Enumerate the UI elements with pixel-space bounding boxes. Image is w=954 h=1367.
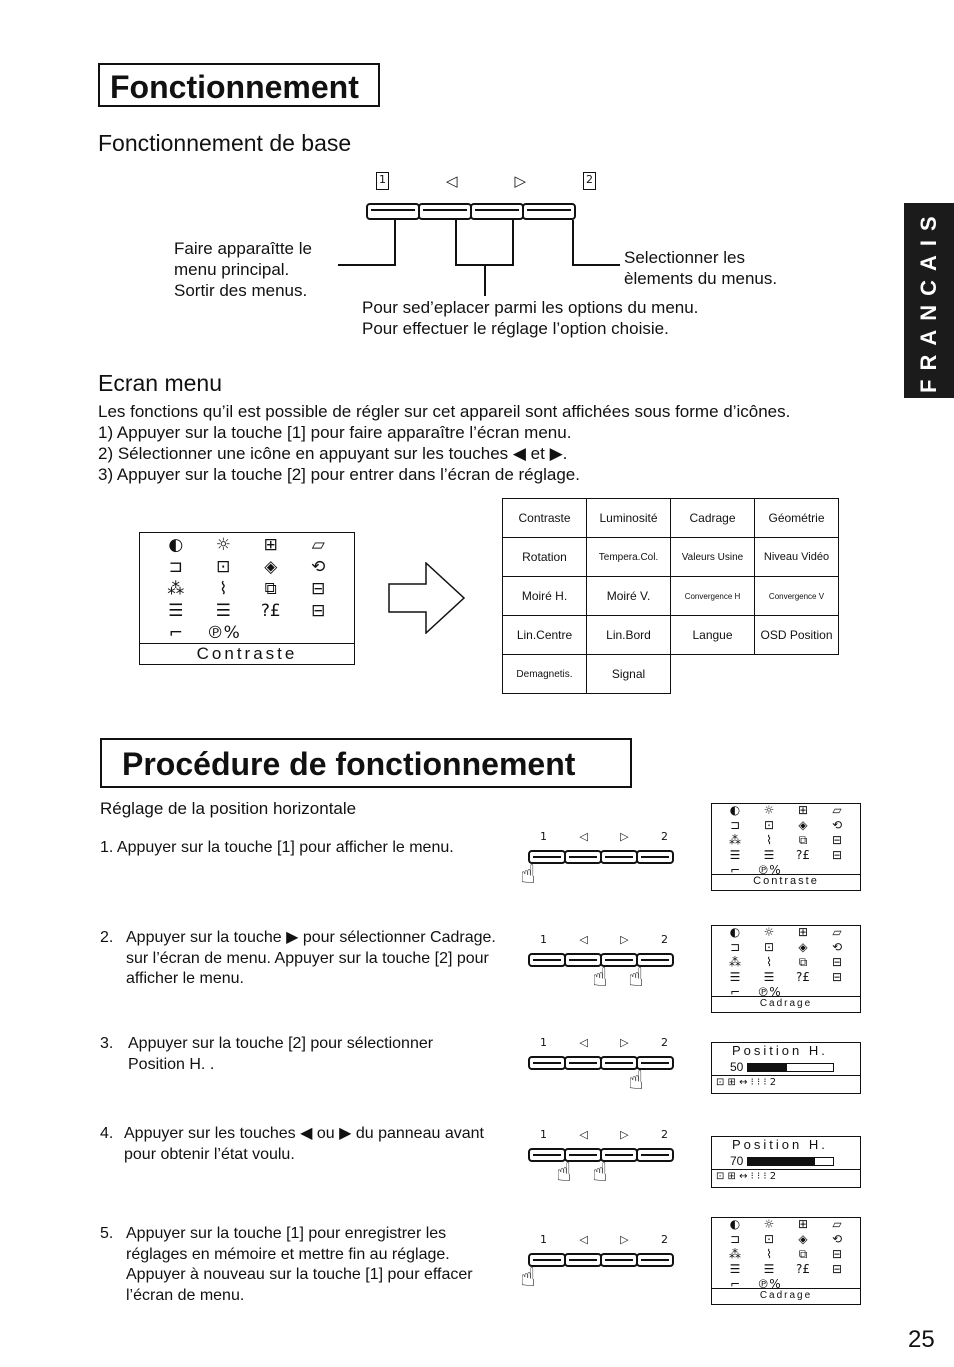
language-icon: ?£ <box>260 601 281 621</box>
page-number: 25 <box>908 1326 935 1353</box>
step-key[interactable] <box>564 1056 602 1070</box>
basic-right-text: Selectionner les èlements du menus. <box>624 248 778 288</box>
step-key[interactable] <box>528 1056 566 1070</box>
signal-icon: ℗% <box>206 623 240 643</box>
menu-cell: Moiré H. <box>503 577 587 616</box>
step-key-label: 2 <box>660 1036 668 1049</box>
menu-cell: OSD Position <box>755 616 839 655</box>
finger-icon: ☝ <box>592 1158 608 1188</box>
osd-icon-menu <box>139 532 355 665</box>
step-key[interactable] <box>564 1253 602 1267</box>
step-key-label: ◁ <box>579 933 588 946</box>
position-value: 50 <box>730 1060 744 1074</box>
step-key-label: 2 <box>660 933 668 946</box>
key-label-2: 2 <box>583 172 596 190</box>
menu-cell: Tempera.Col. <box>587 538 671 577</box>
key-label-left: ◁ <box>445 172 458 190</box>
menu-cell: Luminosité <box>587 499 671 538</box>
key-panel <box>366 203 574 220</box>
finger-icon: ☝ <box>628 1066 644 1096</box>
menu-cell: Contraste <box>503 499 587 538</box>
step-key-labels <box>540 830 668 843</box>
step-key-label: 1 <box>540 830 547 843</box>
menu-cell: Rotation <box>503 538 587 577</box>
menu-cell: Géométrie <box>755 499 839 538</box>
step-number: 1. <box>100 839 114 856</box>
step-key-labels <box>540 933 668 946</box>
position-footer-icons: ⊡ ⊞ ↔ ⁝ ⁝ ⁝ 2 <box>712 1075 860 1090</box>
step-key[interactable] <box>564 850 602 864</box>
finger-icon: ☝ <box>592 963 608 993</box>
video-level-icon: ⟲ <box>311 557 326 577</box>
position-value: 70 <box>730 1154 744 1168</box>
finger-icon: ☝ <box>556 1158 572 1188</box>
step-key-labels <box>540 1036 668 1049</box>
step-key-label: ▷ <box>620 830 629 843</box>
key-left[interactable] <box>418 203 472 220</box>
step-key-label: ▷ <box>620 1233 629 1246</box>
step-key[interactable] <box>528 953 566 967</box>
finger-icon: ☝ <box>628 963 644 993</box>
subsection-title-basic: Fonctionnement de base <box>98 130 352 156</box>
osd-step5: ◐ ☼ ⊞ ▱ ⊐ ⊡ ◈ ⟲ ⁂ ⌇ ⧉ ⊟ ☰ ☰ ?£ ⊟ ⌐ ℗% Cadrage <box>711 1217 861 1305</box>
step-key[interactable] <box>636 1148 674 1162</box>
step-3: 3. Appuyer sur la touche [2] pour sélectionner Position H. . <box>100 1034 520 1075</box>
step-2: 2. Appuyer sur la touche ▶ pour sélectionner Cadrage. sur l’écran de menu. Appuyer sur la touche [2] pour afficher le menu. <box>100 928 530 990</box>
menu-cell: Lin.Centre <box>503 616 587 655</box>
step-key-panel <box>528 850 672 864</box>
step-key-label: 2 <box>660 1233 668 1246</box>
factory-icon: ◈ <box>264 557 278 577</box>
step-key-label: ▷ <box>620 1036 629 1049</box>
key-label-1: 1 <box>376 172 389 190</box>
step-key-label: 1 <box>540 933 547 946</box>
geometry-icon: ▱ <box>311 535 325 555</box>
subsection-title-ecran: Ecran menu <box>98 370 223 396</box>
osd-step3-position: Position H. 50 ⊡ ⊞ ↔ ⁝ ⁝ ⁝ 2 <box>711 1042 861 1094</box>
brightness-icon: ☼ <box>215 535 231 555</box>
basic-bottom-text: Pour sed’eplacer parmi les options du menu. Pour effectuer le réglage l’option choisie. <box>362 298 699 338</box>
step-key-label: ◁ <box>579 1036 588 1049</box>
step-key-panel <box>528 1253 672 1267</box>
step-key-label: ◁ <box>579 830 588 843</box>
step-key[interactable] <box>636 1253 674 1267</box>
menu-cell: Langue <box>671 616 755 655</box>
menu-cell: Signal <box>587 655 671 694</box>
menu-cell: Niveau Vidéo <box>755 538 839 577</box>
framing-icon: ⊞ <box>263 535 278 555</box>
degauss-icon: ⌐ <box>168 623 183 643</box>
arrow-right-icon <box>388 562 466 634</box>
step-key-label: ▷ <box>620 1128 629 1141</box>
osd-step1: ◐ ☼ ⊞ ▱ ⊐ ⊡ ◈ ⟲ ⁂ ⌇ ⧉ ⊟ ☰ ☰ ?£ ⊟ ⌐ ℗% Contraste <box>711 803 861 891</box>
step-number: 2. <box>100 929 114 946</box>
osd-step4-position: Position H. 70 ⊡ ⊞ ↔ ⁝ ⁝ ⁝ 2 <box>711 1136 861 1188</box>
key-label-right: ▷ <box>514 172 527 190</box>
section-title: Fonctionnement <box>98 63 380 107</box>
step-key-labels <box>540 1128 668 1141</box>
menu-cell: Demagnetis. <box>503 655 587 694</box>
step-key-label: 1 <box>540 1128 547 1141</box>
convergence-h-icon: ⧉ <box>264 579 277 599</box>
menu-cell: Moiré V. <box>587 577 671 616</box>
position-bar <box>748 1158 814 1165</box>
osd-selected-label: Contraste <box>140 643 354 663</box>
lin-centre-icon: ☰ <box>168 601 184 621</box>
step-key-labels <box>540 1233 668 1246</box>
moire-v-icon: ⌇ <box>219 579 228 599</box>
osd-step2: ◐ ☼ ⊞ ▱ ⊐ ⊡ ◈ ⟲ ⁂ ⌇ ⧉ ⊟ ☰ ☰ ?£ ⊟ ⌐ ℗% Cadrage <box>711 925 861 1013</box>
finger-icon: ☝ <box>520 1263 536 1293</box>
finger-icon: ☝ <box>520 860 536 890</box>
step-number: 5. <box>100 1225 114 1242</box>
key-1[interactable] <box>366 203 420 220</box>
lin-bord-icon: ☰ <box>215 601 231 621</box>
step-key[interactable] <box>600 850 638 864</box>
position-bar <box>748 1064 786 1071</box>
key-right[interactable] <box>470 203 524 220</box>
step-key-label: 1 <box>540 1036 547 1049</box>
rotation-icon: ⊐ <box>168 557 183 577</box>
step-5: 5. Appuyer sur la touche [1] pour enregistrer les réglages en mémoire et mettre fin au réglage. Appuyer à nouveau sur la touche [1] pour effacer l’écran de menu. <box>100 1224 520 1306</box>
procedure-subtitle: Réglage de la position horizontale <box>100 799 357 818</box>
moire-h-icon: ⁂ <box>167 579 185 599</box>
step-key-label: 2 <box>660 830 668 843</box>
osd-icon-grid <box>140 533 354 643</box>
step-key-label: ◁ <box>579 1128 588 1141</box>
step-1: 1. Appuyer sur la touche [1] pour afficher le menu. <box>100 839 454 856</box>
contrast-icon: ◐ <box>168 535 184 555</box>
key-2[interactable] <box>522 203 576 220</box>
osd-position-icon: ⊟ <box>311 601 326 621</box>
menu-cell: Convergence H <box>671 577 755 616</box>
menu-cell: Cadrage <box>671 499 755 538</box>
convergence-v-icon: ⊟ <box>311 579 326 599</box>
step-key[interactable] <box>600 1253 638 1267</box>
step-key[interactable] <box>636 850 674 864</box>
step-key-label: ◁ <box>579 1233 588 1246</box>
step-number: 4. <box>100 1125 114 1142</box>
menu-cell: Valeurs Usine <box>671 538 755 577</box>
step-key-label: 2 <box>660 1128 668 1141</box>
position-footer-icons: ⊡ ⊞ ↔ ⁝ ⁝ ⁝ 2 <box>712 1169 860 1184</box>
menu-table <box>502 498 839 694</box>
menu-cell: Convergence V <box>755 577 839 616</box>
procedure-title: Procédure de fonctionnement <box>100 738 632 788</box>
language-tab: FRANCAIS <box>904 203 954 398</box>
step-number: 3. <box>100 1035 114 1052</box>
menu-cell: Lin.Bord <box>587 616 671 655</box>
color-temp-icon: ⊡ <box>216 557 231 577</box>
ecran-text: Les fonctions qu’il est possible de régler sur cet appareil sont affichées sous forme d’icônes. 1) Appuyer sur la touche [1] pour faire apparaître l’écran menu. 2) Sélectionner une icône en appuyant sur les touches ◀ et ▶. 3) Appuyer sur la touche [2] pour entrer dans l’écran de réglage. <box>98 402 791 484</box>
step-4: 4. Appuyer sur les touches ◀ ou ▶ du panneau avant pour obtenir l’état voulu. <box>100 1124 520 1165</box>
step-key-label: ▷ <box>620 933 629 946</box>
key-labels <box>376 172 596 190</box>
step-key-label: 1 <box>540 1233 547 1246</box>
step-key-panel <box>528 1056 672 1070</box>
basic-left-text: Faire apparaîtte le menu principal. Sortir des menus. <box>174 239 312 300</box>
